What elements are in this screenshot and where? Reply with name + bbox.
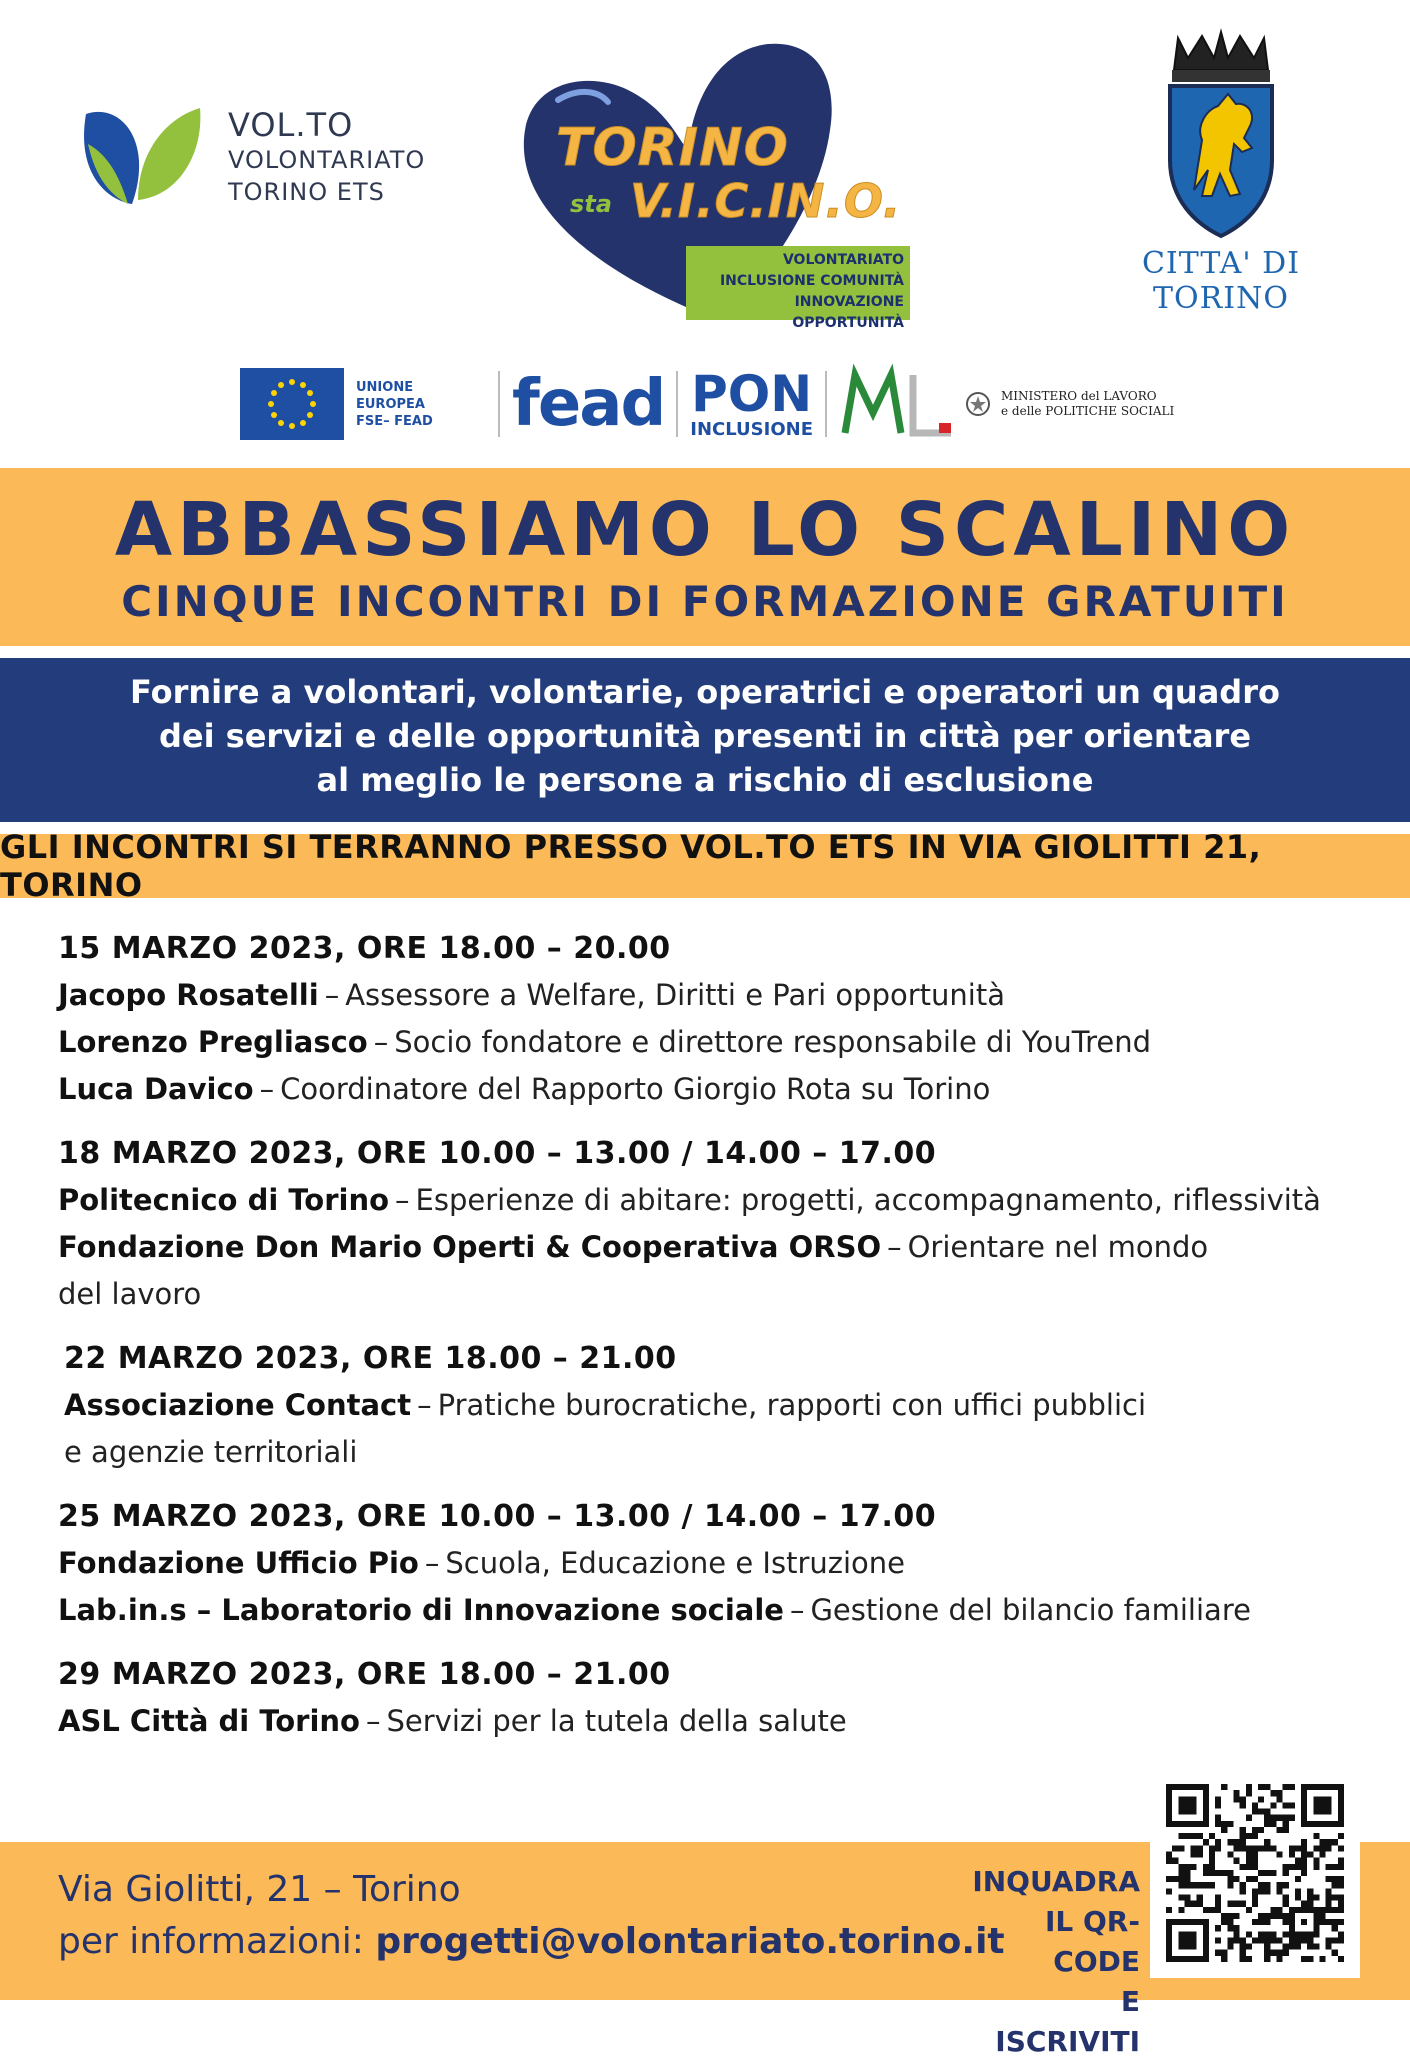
session-talk: Luca Davico – Coordinatore del Rapporto Giorgio Rota su Torino <box>58 1072 991 1106</box>
speaker: Lorenzo Pregliasco <box>58 1025 368 1059</box>
topic: Scuola, Educazione e Istruzione <box>445 1546 906 1580</box>
mission-band <box>0 658 1410 822</box>
fead-logo: fead <box>512 367 665 441</box>
session-talk-cont: e agenzie territoriali <box>64 1435 358 1469</box>
topic: Coordinatore del Rapporto Giorgio Rota su Torino <box>280 1072 991 1106</box>
speaker: ASL Città di Torino <box>58 1704 360 1738</box>
qr-line3: E ISCRIVITI <box>995 1985 1140 2058</box>
tsv-title-torino: TORINO <box>556 118 789 178</box>
session-talk: Politecnico di Torino – Esperienze di abitare: progetti, accompagnamento, riflessività <box>58 1183 1321 1217</box>
citta-di-torino-logo <box>1076 30 1366 316</box>
session-date: 18 MARZO 2023, ORE 10.00 – 13.00 / 14.00 – 17.00 <box>58 1136 937 1171</box>
session-date: 22 MARZO 2023, ORE 18.00 – 21.00 <box>64 1341 677 1376</box>
divider <box>825 371 827 437</box>
qr-code-icon[interactable] <box>1166 1784 1344 1962</box>
tsv-title-vicino: V.I.C.IN.O. <box>630 174 902 228</box>
ministry-label <box>1001 389 1174 419</box>
volto-line3: TORINO ETS <box>228 178 385 206</box>
tsv-sub-line1: VOLONTARIATO <box>782 252 904 268</box>
mission-line2: dei servizi e delle opportunità presenti in città per orientare <box>158 717 1252 755</box>
session-date: 15 MARZO 2023, ORE 18.00 – 20.00 <box>58 931 671 966</box>
session-talk: Jacopo Rosatelli – Assessore a Welfare, Diritti e Pari opportunità <box>58 978 1005 1012</box>
eu-line2: FSE– FEAD <box>356 413 433 429</box>
session <box>58 1494 1358 1634</box>
session-date: 29 MARZO 2023, ORE 18.00 – 21.00 <box>58 1657 671 1692</box>
volto-leaf-icon <box>66 92 206 222</box>
session-talk-cont: del lavoro <box>58 1277 202 1311</box>
program <box>58 926 1358 1763</box>
speaker: Luca Davico <box>58 1072 254 1106</box>
eu-label <box>356 379 486 430</box>
ministry-line2: e delle POLITICHE SOCIALI <box>1001 404 1175 418</box>
topic: Gestione del bilancio familiare <box>810 1593 1251 1627</box>
info-label: per informazioni: <box>58 1921 364 1962</box>
volto-line2: VOLONTARIATO <box>228 146 426 174</box>
eu-flag-icon <box>240 368 344 440</box>
title-band <box>0 468 1410 646</box>
topic: Orientare nel mondo <box>907 1230 1209 1264</box>
speaker: Associazione Contact <box>64 1388 412 1422</box>
torino-sta-vicino-logo <box>518 40 918 330</box>
footer-address-block <box>58 1864 1005 1968</box>
citta-name: CITTA' DI TORINO <box>1141 246 1301 316</box>
main-title: ABBASSIAMO LO SCALINO <box>114 487 1296 573</box>
divider <box>676 371 678 437</box>
qr-line2: IL QR-CODE <box>1045 1905 1140 1978</box>
session-talk: Lab.in.s – Laboratorio di Innovazione sociale – Gestione del bilancio familiare <box>58 1593 1251 1627</box>
session <box>58 926 1358 1113</box>
topic: Pratiche burocratiche, rapporti con uffici pubblici <box>437 1388 1147 1422</box>
session-talk: Fondazione Don Mario Operti & Cooperativa ORSO – Orientare nel mondo <box>58 1230 1209 1264</box>
location-text: GLI INCONTRI SI TERRANNO PRESSO VOL.TO ETS IN VIA GIOLITTI 21, TORINO <box>0 828 1262 904</box>
mission-line1: Fornire a volontari, volontarie, operatrici e operatori un quadro <box>130 673 1280 711</box>
speaker: Jacopo Rosatelli <box>58 978 319 1012</box>
session-talk: Associazione Contact – Pratiche burocratiche, rapporti con uffici pubblici <box>64 1388 1147 1422</box>
divider <box>498 371 500 437</box>
qr-line1: INQUADRA <box>972 1865 1140 1898</box>
mission-line3: al meglio le persone a rischio di esclusione <box>316 761 1094 799</box>
topic: Socio fondatore e direttore responsabile di YouTrend <box>394 1025 1152 1059</box>
italian-emblem-icon <box>965 391 991 417</box>
qr-code[interactable] <box>1150 1768 1360 1978</box>
ministry-line1: MINISTERO del LAVORO <box>1001 389 1157 403</box>
tsv-sub-line2: INCLUSIONE COMUNITÀ <box>719 273 904 289</box>
topic: Servizi per la tutela della salute <box>386 1704 847 1738</box>
email-link[interactable]: progetti@volontariato.torino.it <box>375 1921 1005 1962</box>
session-date: 25 MARZO 2023, ORE 10.00 – 13.00 / 14.00 – 17.00 <box>58 1499 937 1534</box>
coat-of-arms-icon <box>1156 30 1286 240</box>
session <box>58 1131 1358 1318</box>
session <box>58 1336 1358 1476</box>
qr-call-to-action <box>970 1862 1140 2062</box>
pon-top: PON <box>691 365 813 423</box>
session-talk: Lorenzo Pregliasco – Socio fondatore e direttore responsabile di YouTrend <box>58 1025 1152 1059</box>
location-band <box>0 828 1410 904</box>
sponsors-strip <box>240 364 1200 444</box>
speaker: Politecnico di Torino <box>58 1183 390 1217</box>
topic: Esperienze di abitare: progetti, accompagnamento, riflessività <box>415 1183 1321 1217</box>
eu-line1: UNIONE EUROPEA <box>356 379 425 412</box>
tsv-sub-line3: INNOVAZIONE OPPORTUNITÀ <box>792 294 904 331</box>
tsv-subtitle <box>686 246 910 331</box>
session-talk: Fondazione Ufficio Pio – Scuola, Educazione e Istruzione <box>58 1546 906 1580</box>
speaker: Lab.in.s – Laboratorio di Innovazione sociale <box>58 1593 784 1627</box>
speaker: Fondazione Don Mario Operti & Cooperativa ORSO <box>58 1230 882 1264</box>
header <box>0 0 1410 460</box>
sub-title: CINQUE INCONTRI DI FORMAZIONE GRATUITI <box>121 577 1289 626</box>
session-talk: ASL Città di Torino – Servizi per la tutela della salute <box>58 1704 847 1738</box>
pon-bottom: INCLUSIONE <box>690 419 813 440</box>
volto-name: VOL.TO <box>228 106 354 144</box>
topic: Assessore a Welfare, Diritti e Pari opportunità <box>345 978 1005 1012</box>
pon-logo <box>690 365 813 440</box>
address: Via Giolitti, 21 – Torino <box>58 1869 461 1910</box>
info-line <box>58 1916 1005 1968</box>
volto-logo <box>66 92 425 222</box>
speaker: Fondazione Ufficio Pio <box>58 1546 419 1580</box>
session <box>58 1652 1358 1745</box>
tsv-sta: sta <box>570 190 612 218</box>
ministry-logo-icon <box>839 369 957 439</box>
